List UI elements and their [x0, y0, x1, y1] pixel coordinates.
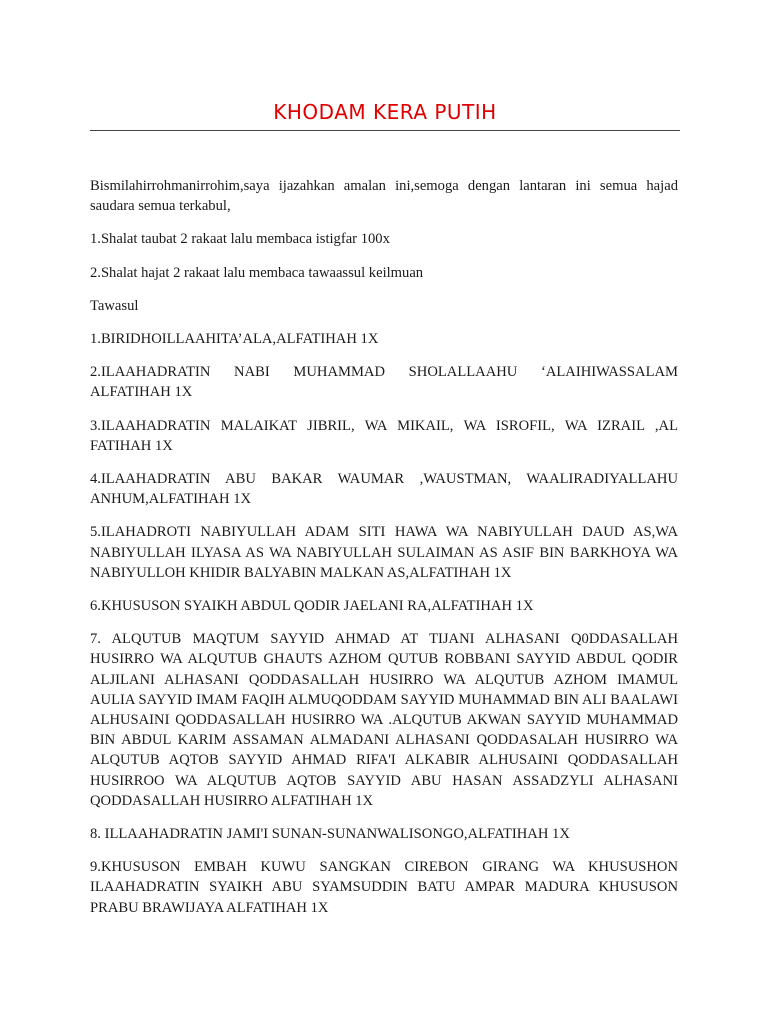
- document-body: [90, 176, 678, 931]
- tawasul-item-5: 5.ILAHADROTI NABIYULLAH ADAM SITI HAWA WA NABIYULLAH DAUD AS,WA NABIYULLAH ILYASA AS WA NABIYULLAH SULAIMAN AS ASIF BIN BARKHOYA WA NABIYULLOH KHIDIR BALYABIN MALKAN AS,ALFATIHAH 1X: [90, 524, 678, 581]
- tawasul-item-2: 2.ILAAHADRATIN NABI MUHAMMAD SHOLALLAAHU ‘ALAIHIWASSALAM ALFATIHAH 1X: [90, 364, 678, 401]
- title-divider: [90, 130, 680, 131]
- tawasul-item-8: 8. ILLAAHADRATIN JAMI'I SUNAN-SUNANWALISONGO,ALFATIHAH 1X: [90, 826, 570, 843]
- paragraph-intro: Bismilahirrohmanirrohim,saya ijazahkan amalan ini,semoga dengan lantaran ini semua hajad saudara semua terkabul,: [90, 178, 678, 215]
- paragraph-step-1: 1.Shalat taubat 2 rakaat lalu membaca istigfar 100x: [90, 231, 390, 248]
- tawasul-item-7: 7. ALQUTUB MAQTUM SAYYID AHMAD AT TIJANI ALHASANI Q0DDASALLAH HUSIRRO WA ALQUTUB GHAUTS AZHOM QUTUB ROBBANI SAYYID ABDUL QODIR ALJILANI ALHASANI QODDASALLAH HUSIRRO WA ALQUTUB AZHOM IMAMUL AULIA SAYYID IMAM FAQIH ALMUQODDAM SAYYID MUHAMMAD BIN ALI BAALAWI ALHUSAINI QODDASALLAH HUSIRRO WA .ALQUTUB AKWAN SAYYID MUHAMMAD BIN ABDUL KARIM ASSAMAN ALMADANI ALHASANI QODDASALAH HUSIRRO WA ALQUTUB AQTOB SAYYID AHMAD RIFA'I ALKABIR ALHUSAINI QODDASALLAH HUSIRROO WA ALQUTUB AQTOB SAYYID ABU HASAN ASSADZYLI ALHASANI QODDASALLAH HUSIRRO ALFATIHAH 1X: [90, 631, 678, 809]
- document-title: KHODAM KERA PUTIH: [273, 100, 497, 124]
- tawasul-item-9: 9.KHUSUSON EMBAH KUWU SANGKAN CIREBON GIRANG WA KHUSUSHON ILAAHADRATIN SYAIKH ABU SYAMSUDDIN BATU AMPAR MADURA KHUSUSON PRABU BRAWIJAYA ALFATIHAH 1X: [90, 859, 678, 916]
- tawasul-item-4: 4.ILAAHADRATIN ABU BAKAR WAUMAR ,WAUSTMAN, WAALIRADIYALLAHU ANHUM,ALFATIHAH 1X: [90, 471, 678, 508]
- paragraph-step-2: 2.Shalat hajat 2 rakaat lalu membaca tawaassul keilmuan: [90, 264, 424, 281]
- tawasul-item-6: 6.KHUSUSON SYAIKH ABDUL QODIR JAELANI RA,ALFATIHAH 1X: [90, 598, 534, 615]
- tawasul-item-1: 1.BIRIDHOILLAAHITA’ALA,ALFATIHAH 1X: [90, 331, 379, 348]
- tawasul-item-3: 3.ILAAHADRATIN MALAIKAT JIBRIL, WA MIKAIL, WA ISROFIL, WA IZRAIL ,AL FATIHAH 1X: [90, 417, 678, 454]
- paragraph-tawasul-heading: Tawasul: [90, 297, 139, 314]
